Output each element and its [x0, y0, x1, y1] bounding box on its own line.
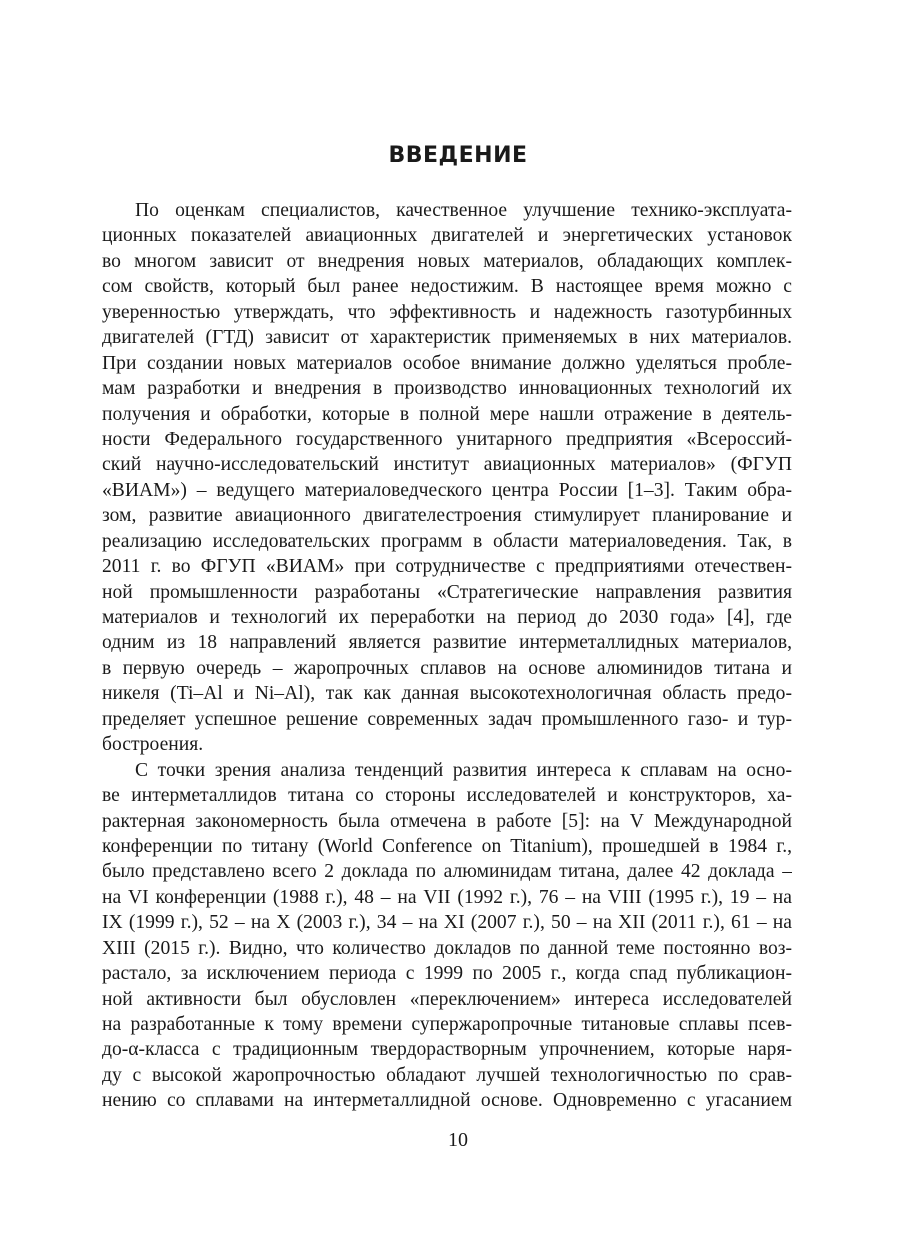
text-line: конференции по титану (World Conference on Titanium), прошедшей в 1984 г.,: [102, 835, 792, 857]
text-line: двигателей (ГТД) зависит от характеристик применяемых в них материалов.: [102, 327, 792, 349]
text-line: По оценкам специалистов, качественное улучшение технико-эксплуата-: [135, 200, 792, 221]
page-number: 10: [448, 1129, 468, 1151]
text-line: пределяет успешное решение современных задач промышленного газо- и тур-: [102, 708, 792, 730]
text-line: уверенностью утверждать, что эффективность и надежность газотурбинных: [102, 301, 792, 323]
text-line: ной промышленности разработаны «Стратегические направления развития: [102, 581, 792, 603]
text-line: было представлено всего 2 доклада по алюминидам титана, далее 42 доклада –: [102, 861, 792, 883]
text-line: 2011 г. во ФГУП «ВИАМ» при сотрудничестве с предприятиями отечествен-: [102, 556, 792, 578]
text-line: ве интерметаллидов титана со стороны исследователей и конструкторов, ха-: [102, 785, 792, 807]
text-line: растало, за исключением периода с 1999 по 2005 г., когда спад публикацион-: [102, 963, 792, 985]
body-text: [102, 198, 792, 1114]
text-line: ду с высокой жаропрочностью обладают лучшей технологичностью по срав-: [102, 1064, 792, 1086]
paragraph-1: [102, 198, 792, 758]
text-line: реализацию исследовательских программ в области материаловедения. Так, в: [102, 530, 792, 552]
text-line: на VI конференции (1988 г.), 48 – на VII (1992 г.), 76 – на VIII (1995 г.), 19 – на: [102, 886, 792, 908]
text-line: ционных показателей авиационных двигателей и энергетических установок: [102, 225, 792, 247]
text-line: бостроения.: [102, 734, 204, 756]
paragraph-2: [102, 758, 792, 1114]
text-line: материалов и технологий их переработки на период до 2030 года» [4], где: [102, 607, 792, 628]
text-line: IX (1999 г.), 52 – на X (2003 г.), 34 – на XI (2007 г.), 50 – на XII (2011 г.), 61 – на: [102, 912, 792, 934]
text-line: сом свойств, который был ранее недостижим. В настоящее время можно с: [102, 276, 792, 298]
text-line: рактерная закономерность была отмечена в работе [5]: на V Международной: [102, 810, 792, 832]
text-line: никеля (Ti–Al и Ni–Al), так как данная высокотехнологичная область предо-: [102, 683, 792, 705]
text-line: одним из 18 направлений является развитие интерметаллидных материалов,: [102, 632, 792, 654]
text-line: С точки зрения анализа тенденций развития интереса к сплавам на осно-: [135, 759, 792, 781]
text-line: При создании новых материалов особое внимание должно уделяться пробле-: [102, 352, 792, 374]
chapter-heading: ВВЕДЕНИЕ: [388, 143, 528, 168]
text-line: мам разработки и внедрения в производство инновационных технологий их: [102, 378, 792, 400]
text-line: ский научно-исследовательский институт авиационных материалов» (ФГУП: [102, 454, 792, 476]
text-line: ной активности был обусловлен «переключением» интереса исследователей: [102, 988, 792, 1010]
text-line: XIII (2015 г.). Видно, что количество докладов по данной теме постоянно воз-: [102, 937, 792, 959]
text-line: ности Федерального государственного унитарного предприятия «Всероссий-: [102, 428, 792, 450]
text-line: во многом зависит от внедрения новых материалов, обладающих комплек-: [102, 250, 792, 272]
text-line: зом, развитие авиационного двигателестроения стимулирует планирование и: [102, 505, 792, 527]
text-line: до-α-класса с традиционным твердорастворным упрочнением, которые наря-: [102, 1039, 792, 1061]
text-line: в первую очередь – жаропрочных сплавов на основе алюминидов титана и: [102, 657, 792, 679]
text-line: на разработанные к тому времени супержаропрочные титановые сплавы псев-: [102, 1014, 792, 1035]
text-line: получения и обработки, которые в полной мере нашли отражение в деятель-: [102, 403, 792, 425]
text-line: нению со сплавами на интерметаллидной основе. Одновременно с угасанием: [102, 1090, 792, 1112]
text-line: «ВИАМ») – ведущего материаловедческого центра России [1–3]. Таким обра-: [102, 479, 792, 501]
